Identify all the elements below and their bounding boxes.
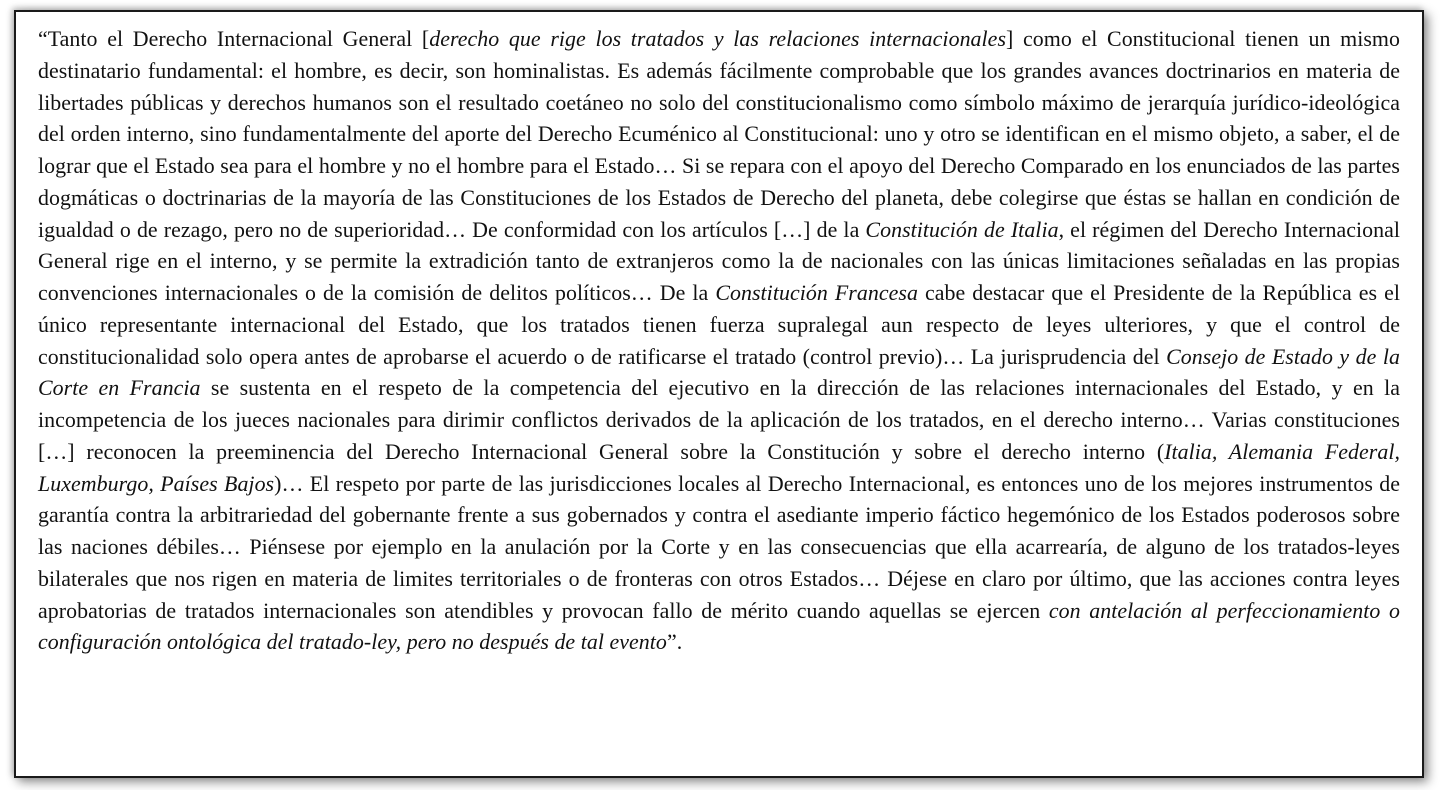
quote-text: )… El respeto por parte de las jurisdicciones locales al Derecho Internacional, es entonces uno de los mejores instrumentos de garantía contra la arbitrariedad del gobernante frente a sus gobernados y contra el asediante imperio fáctico hegemónico de los Estados poderosos sobre las naciones débiles… Piénsese por ejemplo en la anulación por la Corte y en las consecuencias que ella acarrearía, de alguno de los tratados-leyes bilaterales que nos rigen en materia de limites territoriales o de fronteras con otros Estados… Déjese en claro por último, que las acciones contra leyes aprobatorias de tratados internacionales son atendibles y provocan fallo de mérito cuando aquellas se ejercen bbox=[38, 470, 1400, 623]
quote-italic-text: con antelación al perfeccionamiento o configuración ontológica del tratado-ley, pero no después de tal evento bbox=[38, 597, 1400, 655]
quote-italic-text: Constitución Francesa bbox=[715, 280, 918, 305]
quote-paragraph bbox=[38, 23, 1400, 658]
quote-frame bbox=[14, 10, 1424, 778]
quote-italic-text: Italia, Alemania Federal, Luxemburgo, Países Bajos bbox=[38, 438, 1400, 496]
quote-text: ] como el Constitucional tienen un mismo destinatario fundamental: el hombre, es decir, son hominalistas. Es además fácilmente comprobable que los grandes avances doctrinarios en materia de libertades públicas y derechos humanos son el resultado coetáneo no solo del constitucionalismo como símbolo máximo de jerarquía jurídico-ideológica del orden interno, sino fundamentalmente del aporte del Derecho Ecuménico al Constitucional: uno y otro se identifican en el mismo objeto, a saber, el de lograr que el Estado sea para el hombre y no el hombre para el Estado… Si se repara con el apoyo del Derecho Comparado en los enunciados de las partes dogmáticas o doctrinarias de la mayoría de las Constituciones de los Estados de Derecho del planeta, debe colegirse que éstas se hallan en condición de igualdad o de rezago, pero no de superioridad… De conformidad con los artículos […] de la bbox=[38, 26, 1400, 242]
quote-italic-text: Constitución de Italia bbox=[865, 216, 1059, 242]
quote-italic-text: derecho que rige los tratados y las relaciones internacionales bbox=[429, 26, 1007, 51]
quote-text: ”. bbox=[666, 629, 683, 655]
quote-text: , el régimen del Derecho Internacional General rige en el interno, y se permite la extradición tanto de extranjeros como la de nacionales con las únicas limitaciones señaladas en las propias convenciones internacionales o de la comisión de delitos políticos… De la bbox=[38, 216, 1400, 305]
quote-text: se sustenta en el respeto de la competencia del ejecutivo en la dirección de las relaciones internacionales del Estado, y en la incompetencia de los jueces nacionales para dirimir conflictos derivados de la aplicación de los tratados, en el derecho interno… Varias constituciones […] reconocen la preeminencia del Derecho Internacional General sobre la Constitución y sobre el derecho interno ( bbox=[38, 375, 1400, 464]
quote-text: “Tanto el Derecho Internacional General [ bbox=[38, 26, 430, 51]
quote-italic-text: Consejo de Estado y de la Corte en Francia bbox=[38, 343, 1400, 401]
quote-text: cabe destacar que el Presidente de la República es el único representante internacional del Estado, que los tratados tienen fuerza supralegal aun respecto de leyes ulteriores, y que el control de constitucionalidad solo opera antes de aprobarse el acuerdo o de ratificarse el tratado (control previo)… La jurisprudencia del bbox=[38, 280, 1400, 369]
